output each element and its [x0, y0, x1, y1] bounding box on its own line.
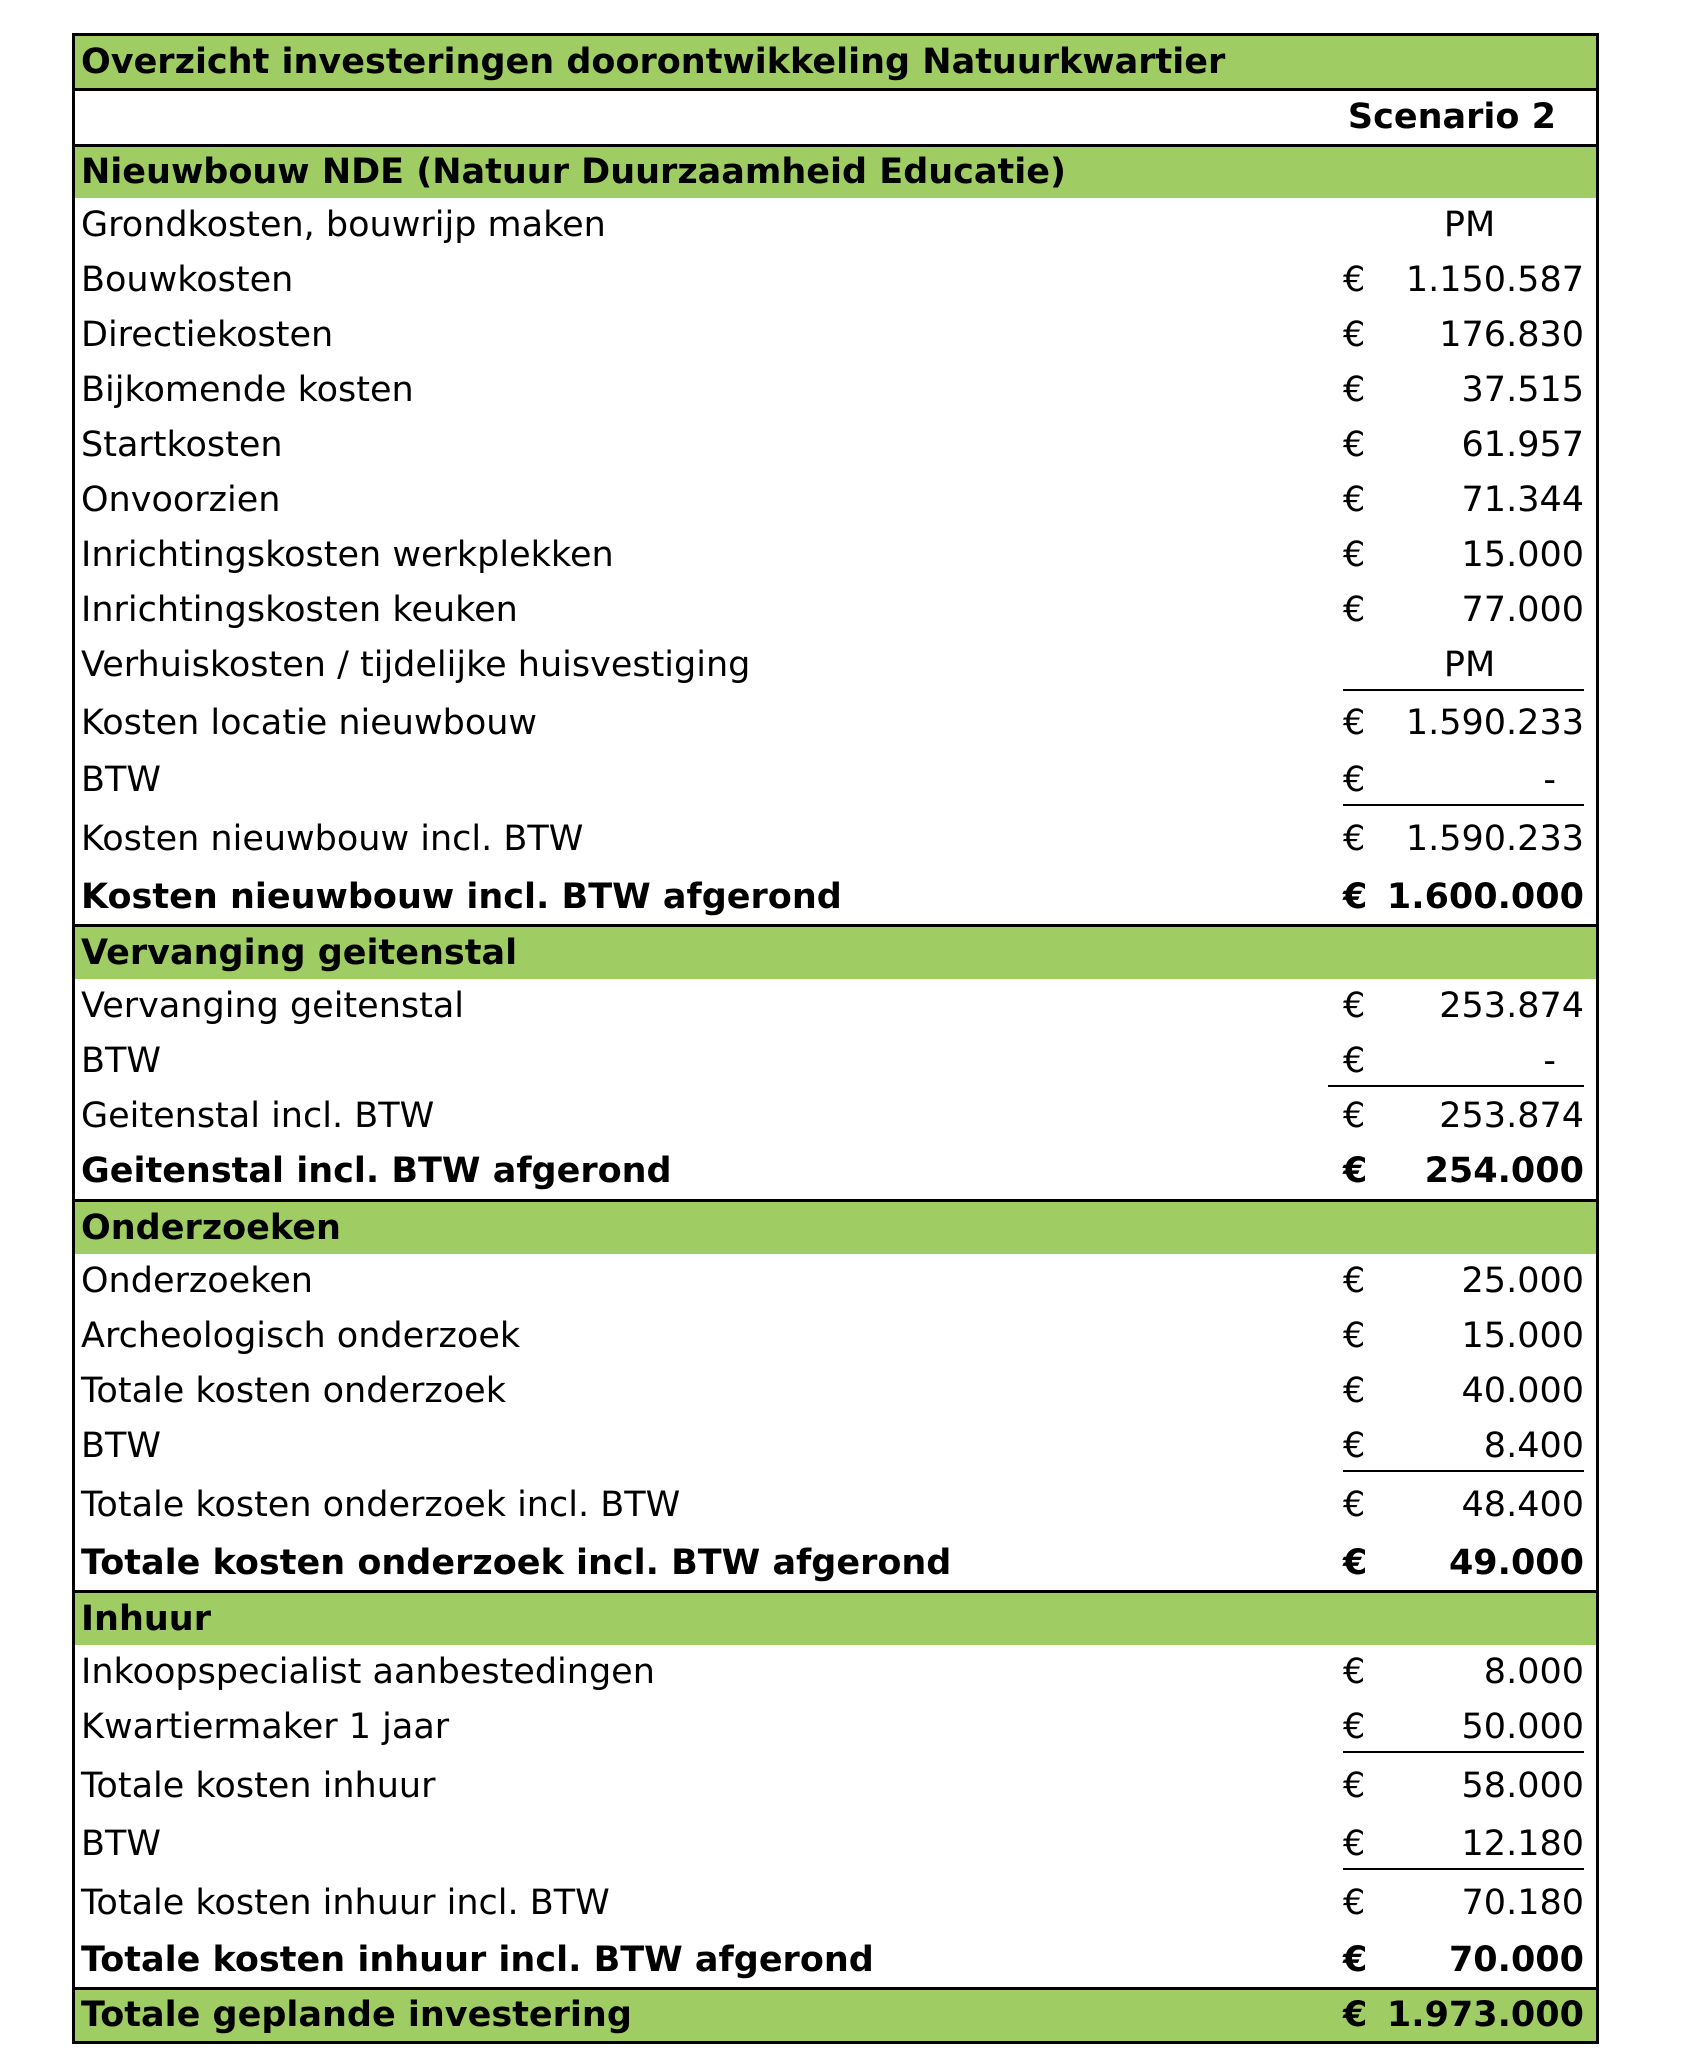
euro-sign: €	[1343, 1824, 1366, 1864]
table-row-total	[75, 870, 1596, 924]
row-label: BTW	[81, 760, 161, 800]
section-heading-inhuur	[75, 1590, 1596, 1645]
section-heading-onderzoeken	[75, 1199, 1596, 1254]
euro-sign: €	[1343, 535, 1366, 575]
table-row	[75, 1419, 1596, 1474]
row-label: Kosten locatie nieuwbouw	[81, 702, 538, 743]
table-row	[75, 1034, 1596, 1089]
column-header-row	[75, 88, 1596, 144]
euro-sign: €	[1343, 876, 1368, 917]
row-label: Kwartiermaker 1 jaar	[81, 1707, 450, 1747]
row-label: Directiekosten	[81, 315, 334, 355]
row-amount: 70.000	[1448, 1940, 1584, 1980]
euro-sign: €	[1343, 1371, 1366, 1411]
scenario-header: Scenario 2	[1347, 97, 1556, 137]
row-amount: 1.590.233	[1405, 818, 1584, 859]
euro-sign: €	[1343, 1096, 1366, 1136]
table-title: Overzicht investeringen doorontwikkeling Natuurkwartier	[81, 41, 1226, 82]
euro-sign: €	[1343, 1151, 1368, 1191]
table-row	[75, 638, 1596, 693]
row-amount: 25.000	[1461, 1261, 1584, 1301]
table-row	[75, 1645, 1596, 1700]
table-row	[75, 693, 1596, 753]
subtotal-underline	[1343, 1470, 1584, 1472]
table-row	[75, 363, 1596, 418]
row-label: BTW	[81, 1426, 161, 1466]
table-row	[75, 808, 1596, 870]
table-row	[75, 1089, 1596, 1144]
euro-sign: €	[1343, 1426, 1366, 1466]
table-row	[75, 753, 1596, 808]
grand-total-label: Totale geplande investering	[81, 1995, 632, 2035]
row-amount: 71.344	[1461, 480, 1584, 520]
row-amount: 61.957	[1461, 425, 1584, 465]
row-amount: 40.000	[1461, 1371, 1584, 1411]
row-amount: 253.874	[1439, 1096, 1584, 1136]
row-amount: 37.515	[1461, 370, 1584, 410]
section-heading-label: Vervanging geitenstal	[81, 932, 518, 973]
euro-sign: €	[1343, 1940, 1368, 1980]
row-amount: 70.180	[1461, 1882, 1584, 1923]
row-label: Archeologisch onderzoek	[81, 1316, 521, 1356]
table-row	[75, 528, 1596, 583]
row-amount: -	[1543, 760, 1556, 800]
row-amount: 176.830	[1439, 315, 1584, 355]
row-label: BTW	[81, 1041, 161, 1081]
row-amount: 15.000	[1461, 535, 1584, 575]
subtotal-underline	[1343, 1868, 1584, 1870]
row-label: Bijkomende kosten	[81, 370, 414, 410]
euro-sign: €	[1343, 1765, 1366, 1806]
euro-sign: €	[1343, 1707, 1366, 1747]
row-label: Grondkosten, bouwrijp maken	[81, 205, 606, 245]
table-row-total	[75, 1536, 1596, 1590]
row-amount: 48.400	[1461, 1484, 1584, 1525]
euro-sign: €	[1343, 590, 1366, 630]
subtotal-underline	[1343, 804, 1584, 806]
row-label: Geitenstal incl. BTW afgerond	[81, 1151, 672, 1191]
row-label: Vervanging geitenstal	[81, 986, 465, 1026]
table-row	[75, 418, 1596, 473]
row-pm: PM	[1443, 205, 1496, 245]
euro-sign: €	[1343, 1316, 1366, 1356]
table-row	[75, 1755, 1596, 1817]
euro-sign: €	[1343, 1995, 1368, 2035]
row-label: Geitenstal incl. BTW	[81, 1096, 435, 1136]
row-amount: 50.000	[1461, 1707, 1584, 1747]
row-pm: PM	[1443, 645, 1496, 685]
row-label: Totale kosten inhuur	[81, 1765, 436, 1806]
table-row	[75, 1700, 1596, 1755]
row-label: Totale kosten inhuur incl. BTW	[81, 1882, 610, 1923]
row-label: Startkosten	[81, 425, 283, 465]
table-row-total	[75, 1144, 1596, 1199]
table-row	[75, 473, 1596, 528]
row-amount: 253.874	[1439, 986, 1584, 1026]
subtotal-underline	[1343, 689, 1584, 691]
row-label: Onvoorzien	[81, 480, 281, 520]
row-amount: 1.150.587	[1405, 260, 1584, 300]
table-row	[75, 308, 1596, 363]
table-row	[75, 1309, 1596, 1364]
row-label: Inkoopspecialist aanbestedingen	[81, 1652, 655, 1692]
row-label: Totale kosten onderzoek incl. BTW	[81, 1484, 681, 1525]
euro-sign: €	[1343, 702, 1366, 743]
table-row	[75, 198, 1596, 253]
row-label: Kosten nieuwbouw incl. BTW	[81, 818, 584, 859]
euro-sign: €	[1343, 1261, 1366, 1301]
row-amount: 1.600.000	[1386, 876, 1584, 917]
row-amount: 77.000	[1461, 590, 1584, 630]
table-row	[75, 253, 1596, 308]
row-label: BTW	[81, 1824, 161, 1864]
grand-total-amount: 1.973.000	[1386, 1995, 1584, 2035]
row-label: Verhuiskosten / tijdelijke huisvestiging	[81, 645, 751, 685]
row-label: Onderzoeken	[81, 1261, 313, 1301]
euro-sign: €	[1343, 425, 1366, 465]
row-label: Totale kosten onderzoek incl. BTW afgerond	[81, 1542, 952, 1583]
investment-table	[72, 33, 1599, 2044]
row-amount: 12.180	[1461, 1824, 1584, 1864]
row-label: Totale kosten onderzoek	[81, 1371, 506, 1411]
section-heading-geitenstal	[75, 924, 1596, 979]
euro-sign: €	[1343, 818, 1366, 859]
row-label: Inrichtingskosten keuken	[81, 590, 518, 630]
row-label: Inrichtingskosten werkplekken	[81, 535, 614, 575]
euro-sign: €	[1343, 1542, 1368, 1583]
euro-sign: €	[1343, 1882, 1366, 1923]
subtotal-underline	[1328, 1085, 1584, 1087]
euro-sign: €	[1343, 315, 1366, 355]
row-label: Totale kosten inhuur incl. BTW afgerond	[81, 1940, 874, 1980]
euro-sign: €	[1343, 1484, 1366, 1525]
row-label: Bouwkosten	[81, 260, 294, 300]
euro-sign: €	[1343, 370, 1366, 410]
grand-total-row	[75, 1987, 1596, 2041]
table-row	[75, 583, 1596, 638]
section-heading-label: Onderzoeken	[81, 1207, 341, 1248]
row-amount: 8.000	[1483, 1652, 1584, 1692]
row-amount: 58.000	[1461, 1765, 1584, 1806]
table-row	[75, 979, 1596, 1034]
table-row-total	[75, 1934, 1596, 1987]
euro-sign: €	[1343, 1652, 1366, 1692]
row-amount: 254.000	[1424, 1151, 1584, 1191]
table-row	[75, 1474, 1596, 1536]
section-heading-label: Nieuwbouw NDE (Natuur Duurzaamheid Educatie)	[81, 152, 1066, 192]
euro-sign: €	[1343, 986, 1366, 1026]
row-label: Kosten nieuwbouw incl. BTW afgerond	[81, 876, 842, 917]
euro-sign: €	[1343, 480, 1366, 520]
table-row	[75, 1254, 1596, 1309]
row-amount: 49.000	[1448, 1542, 1584, 1583]
table-row	[75, 1817, 1596, 1872]
subtotal-underline	[1343, 1751, 1584, 1753]
section-heading-label: Inhuur	[81, 1598, 211, 1639]
row-amount: 1.590.233	[1405, 702, 1584, 743]
table-title-row	[75, 36, 1596, 88]
row-amount: 15.000	[1461, 1316, 1584, 1356]
row-amount: -	[1543, 1041, 1556, 1081]
table-row	[75, 1872, 1596, 1934]
table-row	[75, 1364, 1596, 1419]
euro-sign: €	[1343, 260, 1366, 300]
row-amount: 8.400	[1483, 1426, 1584, 1466]
euro-sign: €	[1343, 1041, 1366, 1081]
euro-sign: €	[1343, 760, 1366, 800]
section-heading-nieuwbouw	[75, 144, 1596, 198]
